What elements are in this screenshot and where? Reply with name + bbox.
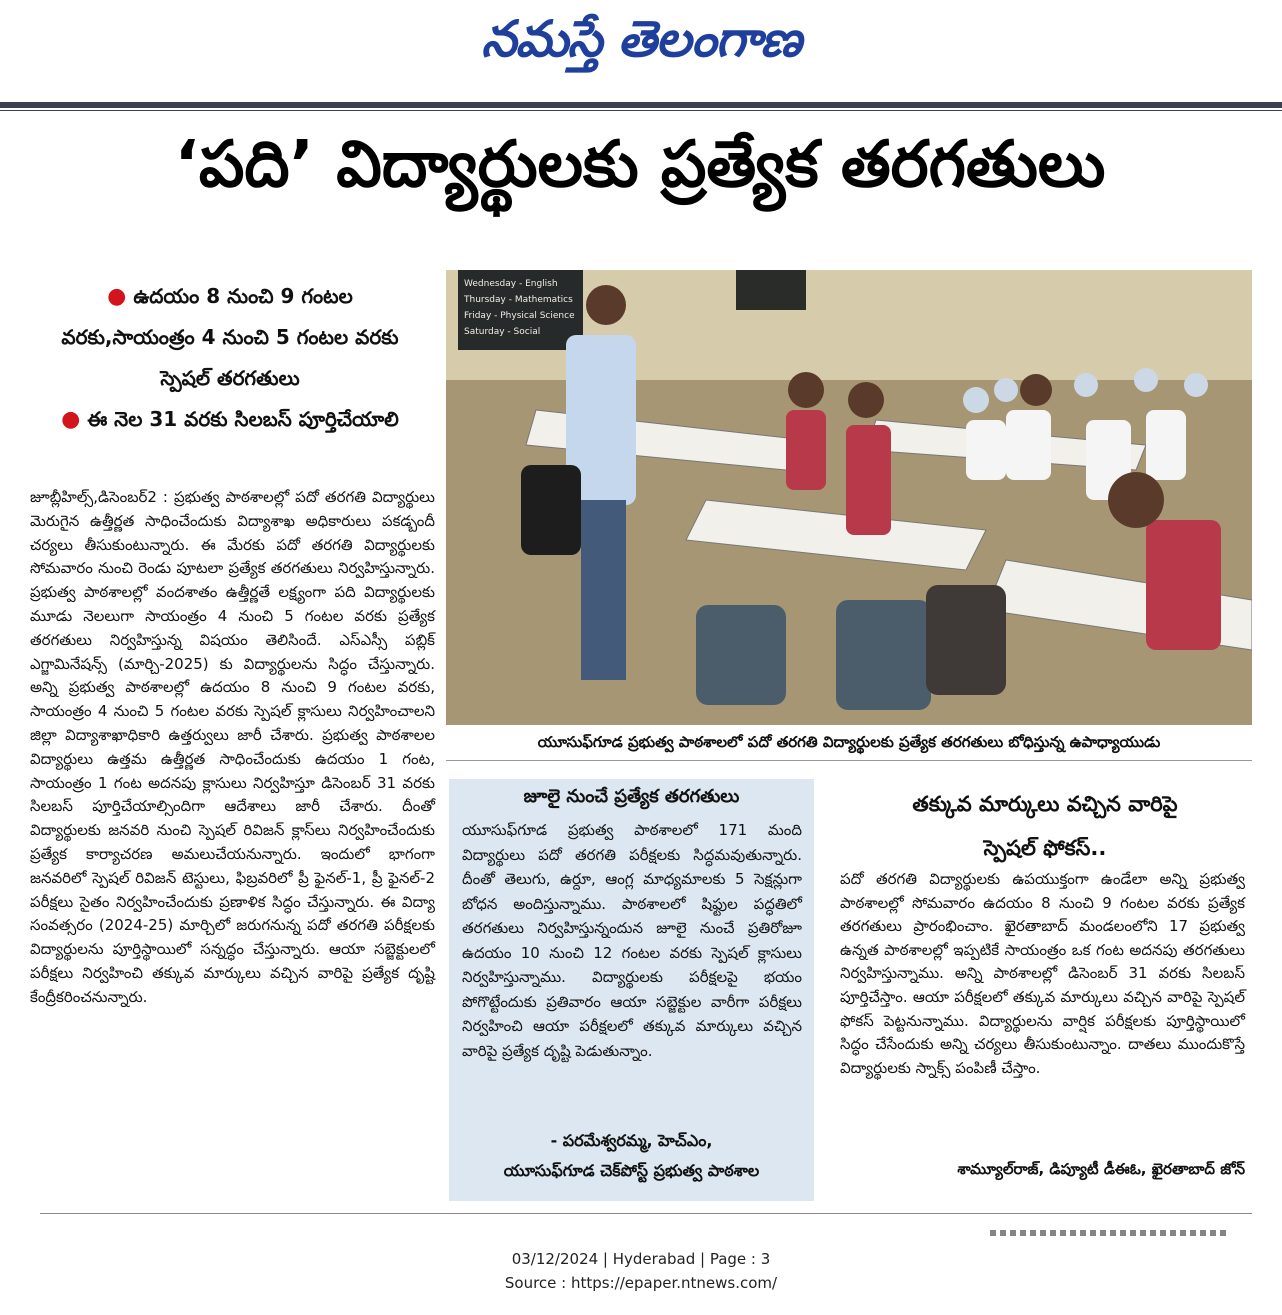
attribution-name: - పరమేశ్వరమ్మ, హెచ్‌ఎం, <box>550 1131 713 1150</box>
sidebar-box-attribution <box>449 1126 814 1186</box>
sub-headline-2 <box>40 399 420 440</box>
cropped-text-fragment <box>990 1230 1230 1236</box>
right-title-line-2: స్పెషల్ ఫోకస్.. <box>983 836 1107 860</box>
blackboard-line-2: Thursday - Mathematics <box>464 295 573 305</box>
sub-headline-2-text: ఈ నెల 31 వరకు సిలబస్ పూర్తిచేయాలి <box>87 407 399 431</box>
sidebar-box-title: జూలై నుంచే ప్రత్యేక తరగతులు <box>523 786 740 807</box>
right-column-attribution: శామ్యూల్‌రాజ్, డిప్యూటీ డీఈఓ, ఖైరతాబాద్ జోన్ <box>957 1160 1245 1178</box>
masthead-rule-thin <box>0 110 1282 111</box>
bottom-rule <box>40 1213 1252 1214</box>
bullet-dot-icon: ● <box>61 407 81 432</box>
footer-source: Source : https://epaper.ntnews.com/ <box>504 1274 778 1292</box>
right-title-line-1: తక్కువ మార్కులు వచ్చిన వారిపై <box>912 792 1178 816</box>
right-column-text: పదో తరగతి విద్యార్థులకు ఉపయుక్తంగా ఉండేలా అన్ని ప్రభుత్వ పాఠశాలల్లో సోమవారం ఉదయం 8 నుంచి 9 గంటల వరకు ప్రత్యేక తరగతులు ప్రారంభించాం. ఖైరతాబాద్ మండలంలోని 17 ప్రభుత్వ ఉన్నత పాఠశాలల్లో ఇప్పటికే సాయంత్రం ఒక గంట అదనపు తరగతులు నిర్వహిస్తున్నాము. అన్ని పాఠశాలల్లో డిసెంబర్ 31 వరకు సిలబస్ పూర్తిచేస్తాం. ఆయా పరీక్షలలో తక్కువ మార్కులు వచ్చిన వారిపై స్పెషల్ ఫోకస్ పెట్టనున్నాము. విద్యార్థులను వార్షిక పరీక్షలకు పూర్తిస్థాయిలో సిద్ధం చేసేందుకు అన్ని చర్యలు తీసుకుంటున్నాం. దాతలు ముందుకొస్తే విద్యార్థులకు స్నాక్స్ పంపిణీ చేస్తాం. <box>840 870 1245 1077</box>
masthead-rule <box>0 102 1282 108</box>
masthead-logo: నమస్తే తెలంగాణ <box>481 10 801 68</box>
blackboard-line-4: Saturday - Social <box>464 327 541 337</box>
photo-caption: యూసుఫ్‌గూడ ప్రభుత్వ పాఠశాలలో పదో తరగతి విద్యార్థులకు ప్రత్యేక తరగతులు బోధిస్తున్న ఉపాధ్యాయుడు <box>537 733 1161 751</box>
sub-headline-1 <box>40 276 420 399</box>
attribution-place: యూసుఫ్‌గూడ చెక్‌పోస్ట్ ప్రభుత్వ పాఠశాల <box>503 1161 760 1180</box>
sidebar-box-text: యూసుఫ్‌గూడ ప్రభుత్వ పాఠశాలలో 171 మంది విద్యార్థులు పదో తరగతి పరీక్షలకు సిద్ధమవుతున్నారు. దీంతో తెలుగు, ఉర్దూ, ఆంగ్ల మాధ్యమాలకు 5 సెక్షన్లుగా బోధన అందిస్తున్నాము. పాఠశాలలో షిఫ్టుల పద్ధతిలో తరగతులు నిర్వహిస్తున్నందున జూలై నుంచే ప్రతిరోజూ ఉదయం 10 నుంచి 12 గంటల వరకు స్పెషల్ క్లాసులు నిర్వహిస్తున్నాము. విద్యార్థులకు పరీక్షలపై భయం పోగొట్టేందుకు ప్రతివారం ఆయా సబ్జెక్టుల వారీగా పరీక్షలు నిర్వహించి ఆయా పరీక్షలలో తక్కువ మార్కులు వచ్చిన వారిపై ప్రత్యేక దృష్టి పెడుతున్నాం. <box>462 821 802 1060</box>
sub-headlines <box>40 276 420 440</box>
footer-date-page: 03/12/2024 | Hyderabad | Page : 3 <box>511 1250 771 1268</box>
main-article-text: జూబ్లీహిల్స్,డిసెంబర్2 : ప్రభుత్వ పాఠశాలల్లో పదో తరగతి విద్యార్థులు మెరుగైన ఉత్తీర్ణత సాధించేందుకు విద్యాశాఖ అధికారులు పకడ్బందీ చర్యలు తీసుకుంటున్నారు. ఈ మేరకు పదో తరగతి విద్యార్థులకు సోమవారం నుంచి రెండు పూటలా ప్రత్యేక తరగతులు నిర్వహిస్తున్నారు. ప్రభుత్వ పాఠశాలల్లో వందశాతం ఉత్తీర్ణతే లక్ష్యంగా పది విద్యార్థులకు మూడు నెలలుగా సాయంత్రం 4 నుంచి 5 గంటల వరకు ప్రత్యేక తరగతులు నిర్వహిస్తున్న విషయం తెలిసిందే. ఎస్ఎస్సీ పబ్లిక్ ఎగ్జామినేషన్స్ (మార్చి-2025) కు విద్యార్థులను సిద్ధం చేస్తున్నారు. అన్ని ప్రభుత్వ పాఠశాలల్లో ఉదయం 8 నుంచి 9 గంటల వరకు, సాయంత్రం 4 నుంచి 5 గంటల వరకు స్పెషల్ క్లాసులు నిర్వహించాలని జిల్లా విద్యాశాఖాధికారి ఉత్తర్వులు జారీ చేశారు. ప్రభుత్వ పాఠశాలల విద్యార్థులు ఉత్తమ ఉత్తీర్ణత సాధించేందుకు ఉదయం 1 గంట, సాయంత్రం 1 గంట అదనపు క్లాసులు నిర్వహిస్తూ డిసెంబర్ 31 వరకు సిలబస్ పూర్తిచేయాల్సిందిగా ఆదేశాలు జారీ చేశారు. దీంతో విద్యార్థులకు జనవరి నుంచి స్పెషల్ రివిజన్ క్లాస్‌లు నిర్వహించేందుకు ప్రత్యేక కార్యాచరణ అమలుచేయనున్నారు. ఇందులో భాగంగా జనవరిలో స్పెషల్ రివిజన్ టెస్టులు, ఫిబ్రవరిలో ప్రీ ఫైనల్-1, ప్రీ ఫైనల్-2 పరీక్షలు సైతం నిర్వహించేందుకు ప్రణాళిక సిద్ధం చేస్తున్నారు. ఈ విద్యా సంవత్సరం (2024-25) మార్చిలో జరుగనున్న పదో తరగతి పరీక్షలకు విద్యార్థులను పూర్తిస్థాయిలో సన్నద్ధం చేస్తున్నారు. ఆయా సబ్జెక్టులలో పరీక్షలు నిర్వహించి తక్కువ మార్కులు వచ్చిన వారిపై ప్రత్యేక దృష్టి కేంద్రీకరించనున్నారు. <box>30 488 435 1006</box>
blackboard-line-3: Friday - Physical Science <box>464 311 575 321</box>
classroom-photo-illustration <box>446 270 1252 725</box>
bullet-dot-icon: ● <box>107 284 127 309</box>
right-column-title <box>840 782 1250 870</box>
blackboard-line-1: Wednesday - English <box>464 279 558 289</box>
caption-rule <box>446 760 1252 761</box>
classroom-photo <box>446 270 1252 725</box>
sub-headline-1-text: ఉదయం 8 నుంచి 9 గంటల వరకు,సాయంత్రం 4 నుంచి 5 గంటల వరకు స్పెషల్ తరగతులు <box>61 284 399 390</box>
headline: ‘పది’ విద్యార్థులకు ప్రత్యేక తరగతులు <box>174 128 1106 202</box>
